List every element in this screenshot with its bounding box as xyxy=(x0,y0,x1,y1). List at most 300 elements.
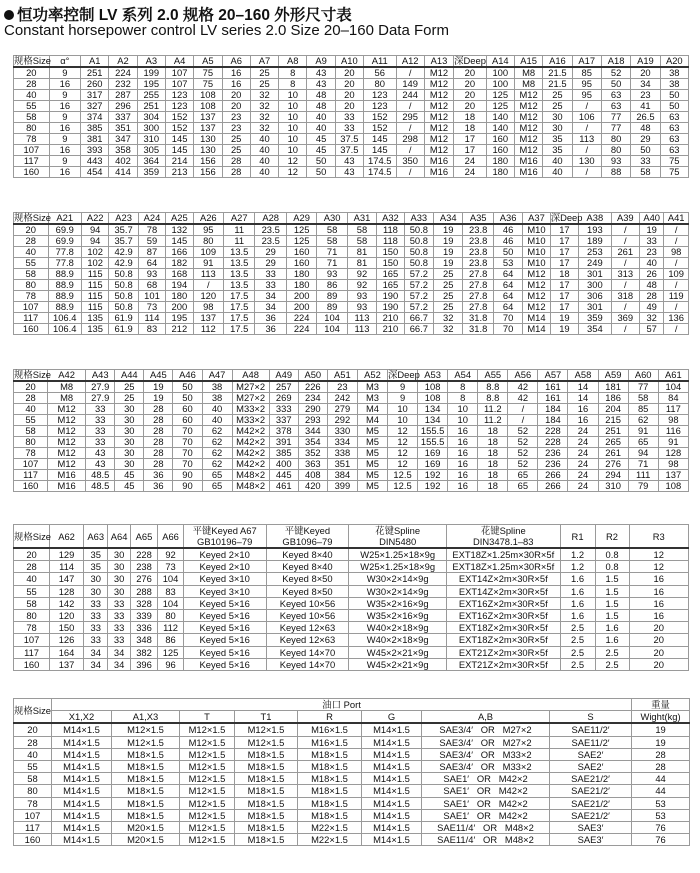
table-cell: 104 xyxy=(158,597,183,609)
table-cell: 269 xyxy=(269,393,298,404)
table-cell: 33 xyxy=(335,123,363,134)
table-cell: 12 xyxy=(279,167,307,178)
table-cell: M5 xyxy=(357,437,387,448)
table-cell: 65 xyxy=(202,470,232,481)
table-cell: 63 xyxy=(601,101,630,112)
table-cell: M14×1.5 xyxy=(52,797,112,809)
table-cell: 62 xyxy=(628,415,658,426)
table-cell: 130 xyxy=(194,134,222,145)
table-cell: 17.5 xyxy=(224,324,255,335)
table-cell: 1.5 xyxy=(595,597,629,609)
port-header-row-2 xyxy=(14,711,690,724)
table-cell: / xyxy=(396,145,424,156)
table-cell: 399 xyxy=(327,481,357,492)
table-cell: 32 xyxy=(639,313,663,324)
table-cell: 125 xyxy=(486,101,514,112)
column-header: 规格Size xyxy=(14,212,51,223)
table-cell: M12 xyxy=(424,67,453,79)
table-cell: 17 xyxy=(550,291,578,302)
table-cell: 17 xyxy=(550,258,578,269)
table-cell: 306 xyxy=(579,291,611,302)
table-cell: 11 xyxy=(224,236,255,247)
table-cell: 149 xyxy=(396,79,424,90)
table-cell: 232 xyxy=(109,79,137,90)
table-cell: 369 xyxy=(611,313,639,324)
table-cell: 351 xyxy=(327,459,357,470)
table-cell: 305 xyxy=(137,145,165,156)
table-cell: M14×1.5 xyxy=(52,809,112,821)
table-cell: SAE2′ xyxy=(550,748,632,760)
table-cell: 89 xyxy=(317,291,347,302)
table-cell: 199 xyxy=(137,67,165,79)
column-header: A46 xyxy=(173,370,202,382)
table-cell: 90 xyxy=(173,470,202,481)
table-cell: 18 xyxy=(454,123,486,134)
table-cell: 40 xyxy=(250,134,278,145)
table-cell: 168 xyxy=(166,269,193,280)
port-col-header: S xyxy=(550,711,632,724)
table-cell: 29 xyxy=(255,247,286,258)
table-cell: 36 xyxy=(144,481,173,492)
table-cell: 41 xyxy=(631,101,660,112)
table-cell: 414 xyxy=(109,167,137,178)
table-row xyxy=(14,573,689,585)
column-header: A12 xyxy=(396,56,424,68)
table-cell: 381 xyxy=(81,134,109,145)
table-cell: 62 xyxy=(202,459,232,470)
table-cell: 33 xyxy=(335,112,363,123)
column-header: 深Deep xyxy=(550,212,583,223)
table-cell: 50 xyxy=(307,156,335,167)
table-cell: M18×1.5 xyxy=(112,748,180,760)
table-row xyxy=(14,797,690,809)
table-cell: M3 xyxy=(357,381,387,393)
table-row xyxy=(14,415,689,426)
table-cell: M4 xyxy=(357,415,387,426)
table-cell: 242 xyxy=(327,393,357,404)
table-cell: 378 xyxy=(269,426,298,437)
table-cell: M18×1.5 xyxy=(235,748,298,760)
table-cell: 338 xyxy=(327,448,357,459)
table-cell: 1.6 xyxy=(560,609,595,621)
table-row xyxy=(14,736,690,748)
table-cell: 64 xyxy=(493,269,522,280)
table-cell: 30 xyxy=(115,404,144,415)
table-cell: 336 xyxy=(130,622,158,634)
table-cell: 125 xyxy=(486,90,514,101)
table-cell: M8 xyxy=(514,79,542,90)
column-header: A66 xyxy=(158,525,183,549)
table-cell: 461 xyxy=(269,481,298,492)
table-cell: Keyed 8×40 xyxy=(266,561,349,573)
table-cell: 49 xyxy=(639,302,663,313)
table-cell: 26 xyxy=(639,269,663,280)
table-cell: SAE21/2′ xyxy=(550,773,632,785)
table-cell: 165 xyxy=(377,280,404,291)
table-cell: / xyxy=(572,123,601,134)
table-cell: 43 xyxy=(335,167,363,178)
table-cell: 24 xyxy=(568,437,598,448)
table-cell: M5 xyxy=(357,459,387,470)
table-cell: 238 xyxy=(130,561,158,573)
table-cell: EXT14Z×2m×30R×5f xyxy=(446,573,560,585)
column-header: A3 xyxy=(137,56,165,68)
table-cell: 58 xyxy=(631,167,660,178)
table-cell: 261 xyxy=(598,448,628,459)
column-header: A49 xyxy=(269,370,298,382)
table-cell: 114 xyxy=(138,313,165,324)
table-cell: 57.2 xyxy=(404,269,433,280)
table-cell: 40 xyxy=(543,167,572,178)
table-cell: 113 xyxy=(347,324,376,335)
table-cell: 25 xyxy=(434,280,463,291)
size-cell: 28 xyxy=(14,79,50,90)
table-cell: M14×1.5 xyxy=(52,821,112,833)
table-cell: 261 xyxy=(611,247,639,258)
table-cell: 152 xyxy=(364,112,396,123)
table-cell: 32 xyxy=(434,313,463,324)
table-cell: 46 xyxy=(493,236,522,247)
table-cell: M16 xyxy=(424,156,453,167)
column-header: 规格Size xyxy=(14,369,51,380)
table-cell: 9 xyxy=(49,67,80,79)
table-cell: 18 xyxy=(478,459,508,470)
table-cell: 228 xyxy=(538,437,568,448)
table-cell: 24 xyxy=(568,448,598,459)
table-cell: M12 xyxy=(424,145,453,156)
table-cell: / xyxy=(193,280,223,291)
table-cell: 73 xyxy=(158,561,183,573)
table-cell: / xyxy=(611,224,639,236)
table-cell: 17 xyxy=(454,145,486,156)
size-cell: 28 xyxy=(14,236,49,247)
table-cell: Keyed 5×16 xyxy=(183,646,266,658)
table-cell: M14×1.5 xyxy=(52,723,112,736)
table-cell: 301 xyxy=(579,302,611,313)
table-cell: 10 xyxy=(279,90,307,101)
table-cell: 123 xyxy=(364,90,396,101)
table-cell: 17 xyxy=(550,280,578,291)
column-header: A41 xyxy=(664,213,689,225)
table-cell: 50 xyxy=(173,393,202,404)
table-row xyxy=(14,597,689,609)
table-row xyxy=(14,760,690,772)
table-cell: 152 xyxy=(165,112,193,123)
table-cell: 129 xyxy=(50,548,84,561)
table-cell: M12 xyxy=(48,404,86,415)
column-header: A2 xyxy=(109,56,137,68)
table-cell: 60 xyxy=(173,404,202,415)
table-row xyxy=(14,470,689,481)
column-header: A34 xyxy=(434,213,463,225)
size-cell: 80 xyxy=(14,280,49,291)
table-cell: 69.9 xyxy=(48,236,81,247)
size-cell: 78 xyxy=(14,797,52,809)
table-cell: 40 xyxy=(639,258,663,269)
table-cell: 104 xyxy=(317,313,347,324)
table-row xyxy=(14,258,689,269)
table-cell: 295 xyxy=(396,112,424,123)
table-row xyxy=(14,67,689,79)
table-cell: 84 xyxy=(658,393,688,404)
port-col-header: A,B xyxy=(422,711,550,724)
table-cell: W25×1.25×18×9g xyxy=(349,548,447,561)
table-cell: 33 xyxy=(631,156,660,167)
table-cell: SAE3/4′ OR M27×2 xyxy=(422,736,550,748)
table-cell: 88.9 xyxy=(48,291,81,302)
table-row xyxy=(14,167,689,178)
table-cell: 354 xyxy=(298,437,327,448)
table-cell: 19 xyxy=(434,236,463,247)
table-cell: 27.9 xyxy=(86,381,115,393)
table-cell: 2.5 xyxy=(560,622,595,634)
table-cell: 253 xyxy=(579,247,611,258)
table-cell: M48×2 xyxy=(232,481,269,492)
table-cell: 62 xyxy=(202,448,232,459)
table-cell: 16 xyxy=(568,404,598,415)
table-cell: SAE3′ xyxy=(550,821,632,833)
table-cell: 100 xyxy=(486,67,514,79)
table-cell: 63 xyxy=(660,145,688,156)
table-cell: 53 xyxy=(632,797,690,809)
table-cell: Keyed 5×16 xyxy=(183,597,266,609)
table-cell: M16 xyxy=(424,167,453,178)
table-cell: M10 xyxy=(523,258,550,269)
table-cell: 2.5 xyxy=(560,646,595,658)
column-header: A7 xyxy=(250,56,278,68)
table-cell: 64 xyxy=(493,280,522,291)
table-cell: M12×1.5 xyxy=(180,809,235,821)
table-cell: 75 xyxy=(194,67,222,79)
table-cell: 313 xyxy=(611,269,639,280)
table-cell: 174.5 xyxy=(364,167,396,178)
table-cell: 310 xyxy=(137,134,165,145)
table-cell: 75 xyxy=(660,156,688,167)
column-header: 规格Size xyxy=(14,525,50,549)
table-cell: 145 xyxy=(165,145,193,156)
table-cell: 73 xyxy=(138,302,165,313)
column-header: A39 xyxy=(611,213,639,225)
table-cell: Keyed 8×50 xyxy=(266,585,349,597)
table-cell: 48.5 xyxy=(86,481,115,492)
table-cell: M12 xyxy=(48,426,86,437)
column-header: 深Deep xyxy=(454,55,486,66)
table-cell: 71 xyxy=(317,258,347,269)
table-cell: 68 xyxy=(138,280,165,291)
table-cell: 34 xyxy=(108,646,130,658)
table-cell: 134 xyxy=(418,415,448,426)
table-cell: M18×1.5 xyxy=(298,785,362,797)
table-cell: 156 xyxy=(194,156,222,167)
table-cell: 8 xyxy=(279,67,307,79)
table-cell: M8 xyxy=(514,67,542,79)
table-cell: 113 xyxy=(193,269,223,280)
table-cell: 61.9 xyxy=(109,313,138,324)
table-cell: 92 xyxy=(347,280,376,291)
table-cell: 132 xyxy=(166,224,193,236)
size-cell: 40 xyxy=(14,748,52,760)
table-cell: 92 xyxy=(158,548,183,561)
size-cell: 107 xyxy=(14,634,50,646)
table-cell: 385 xyxy=(269,448,298,459)
table-row xyxy=(14,269,689,280)
table-cell: M14×1.5 xyxy=(362,773,422,785)
column-header: A24 xyxy=(138,213,165,225)
table-cell: 1.6 xyxy=(595,634,629,646)
table-cell: 118 xyxy=(377,224,404,236)
table-cell: 10 xyxy=(279,112,307,123)
table-cell: 260 xyxy=(81,79,109,90)
table-cell: 50.8 xyxy=(404,236,433,247)
table-row xyxy=(14,748,690,760)
table-cell: M5 xyxy=(357,426,387,437)
table-cell: 27.9 xyxy=(86,393,115,404)
column-header: A10 xyxy=(335,56,363,68)
table-cell: M18×1.5 xyxy=(112,809,180,821)
table-cell: SAE3/4′ OR M33×2 xyxy=(422,748,550,760)
table-cell: 108 xyxy=(194,90,222,101)
size-cell: 55 xyxy=(14,415,48,426)
table-row xyxy=(14,834,690,846)
table-cell: 123 xyxy=(364,101,396,112)
table-cell: 19 xyxy=(632,736,690,748)
table-cell: 136 xyxy=(664,313,689,324)
table-cell: 38 xyxy=(660,67,688,79)
table-row xyxy=(14,90,689,101)
table-cell: 339 xyxy=(130,609,158,621)
table-cell: 52 xyxy=(508,437,538,448)
table-cell: 327 xyxy=(81,101,109,112)
column-header: A23 xyxy=(109,213,138,225)
table-cell: 83 xyxy=(158,585,183,597)
table-cell: M42×2 xyxy=(232,426,269,437)
table-cell: 45 xyxy=(307,145,335,156)
table-cell: 88.9 xyxy=(48,269,81,280)
table-cell: 93 xyxy=(317,269,347,280)
table-row xyxy=(14,548,689,561)
table-cell: M18×1.5 xyxy=(235,834,298,846)
weight-unit-header: Wight(kg) xyxy=(632,711,690,724)
table-cell: Keyed 2×10 xyxy=(183,561,266,573)
table-row xyxy=(14,634,689,646)
table-cell: M12 xyxy=(424,112,453,123)
table-row xyxy=(14,561,689,573)
table-cell: 28 xyxy=(144,404,173,415)
column-header: A54 xyxy=(448,370,478,382)
table-cell: 16 xyxy=(568,415,598,426)
column-header: A37 xyxy=(523,213,550,225)
port-header: 油口 Port xyxy=(52,699,632,711)
table-cell: 33 xyxy=(255,280,286,291)
size-cell: 58 xyxy=(14,426,48,437)
table-cell: 8.8 xyxy=(478,393,508,404)
table-cell: 18 xyxy=(454,112,486,123)
table-cell: 20 xyxy=(454,101,486,112)
table-cell: 93 xyxy=(601,156,630,167)
size-cell: 107 xyxy=(14,809,52,821)
size-cell: 58 xyxy=(14,269,49,280)
table-cell: 50.8 xyxy=(404,258,433,269)
table-row xyxy=(14,79,689,90)
table-cell: 20 xyxy=(629,634,689,646)
table-cell: 111 xyxy=(628,470,658,481)
table-cell: 33 xyxy=(84,622,108,634)
table-cell: 19 xyxy=(144,381,173,393)
table-cell: 145 xyxy=(165,134,193,145)
table-cell: 152 xyxy=(165,123,193,134)
table-cell: 115 xyxy=(81,291,108,302)
table-cell: 16 xyxy=(629,597,689,609)
table-cell: 161 xyxy=(538,381,568,393)
table-cell: 189 xyxy=(579,236,611,247)
table-row xyxy=(14,291,689,302)
table-cell: 8 xyxy=(448,393,478,404)
table-cell: SAE2′ xyxy=(550,760,632,772)
size-cell: 80 xyxy=(14,123,50,134)
table-cell: 50 xyxy=(307,167,335,178)
table-cell: 71 xyxy=(628,459,658,470)
table-cell: 33 xyxy=(108,597,130,609)
table-cell: 38 xyxy=(660,79,688,90)
table-cell: 50.8 xyxy=(109,280,138,291)
table-cell: 58 xyxy=(347,224,376,236)
table-cell: 9 xyxy=(49,112,80,123)
table-cell: 43 xyxy=(335,156,363,167)
table-cell: / xyxy=(396,67,424,79)
table-cell: 16 xyxy=(448,481,478,492)
table-cell: 12 xyxy=(388,426,418,437)
table-cell: 214 xyxy=(165,156,193,167)
table-cell: 23 xyxy=(631,90,660,101)
table-cell: 108 xyxy=(418,381,448,393)
table-cell: 181 xyxy=(598,381,628,393)
table-cell: 16 xyxy=(448,437,478,448)
size-cell: 160 xyxy=(14,167,50,178)
port-col-header: T1 xyxy=(235,711,298,724)
table-cell: 128 xyxy=(658,448,688,459)
table-cell: M12 xyxy=(523,302,550,313)
table-cell: 43 xyxy=(86,459,115,470)
column-header: A64 xyxy=(108,525,130,549)
table-cell: 88.9 xyxy=(48,302,81,313)
table-cell: M14×1.5 xyxy=(52,785,112,797)
column-header: A18 xyxy=(601,56,630,68)
column-header: A42 xyxy=(48,370,86,382)
table-cell: 8.8 xyxy=(478,381,508,393)
table-cell: 80 xyxy=(601,145,630,156)
table-cell: M18×1.5 xyxy=(112,773,180,785)
table-cell: 190 xyxy=(377,302,404,313)
size-cell: 117 xyxy=(14,470,48,481)
table-cell: 30 xyxy=(84,573,108,585)
column-header: A53 xyxy=(418,370,448,382)
table-cell: 106.4 xyxy=(48,324,81,335)
table-cell: 24 xyxy=(568,470,598,481)
table-cell: 290 xyxy=(298,404,327,415)
table-cell: M12×1.5 xyxy=(180,834,235,846)
table-cell: 135 xyxy=(81,324,108,335)
table-cell: M14×1.5 xyxy=(362,821,422,833)
table-row xyxy=(14,280,689,291)
port-header-row-1 xyxy=(14,699,690,711)
table-cell: 9 xyxy=(388,393,418,404)
table-cell: 210 xyxy=(377,313,404,324)
table-cell: 63 xyxy=(660,123,688,134)
table-cell: SAE1′ OR M42×2 xyxy=(422,785,550,797)
table-cell: M14×1.5 xyxy=(362,760,422,772)
table-cell: 42.9 xyxy=(109,247,138,258)
table-cell: 1.5 xyxy=(595,585,629,597)
